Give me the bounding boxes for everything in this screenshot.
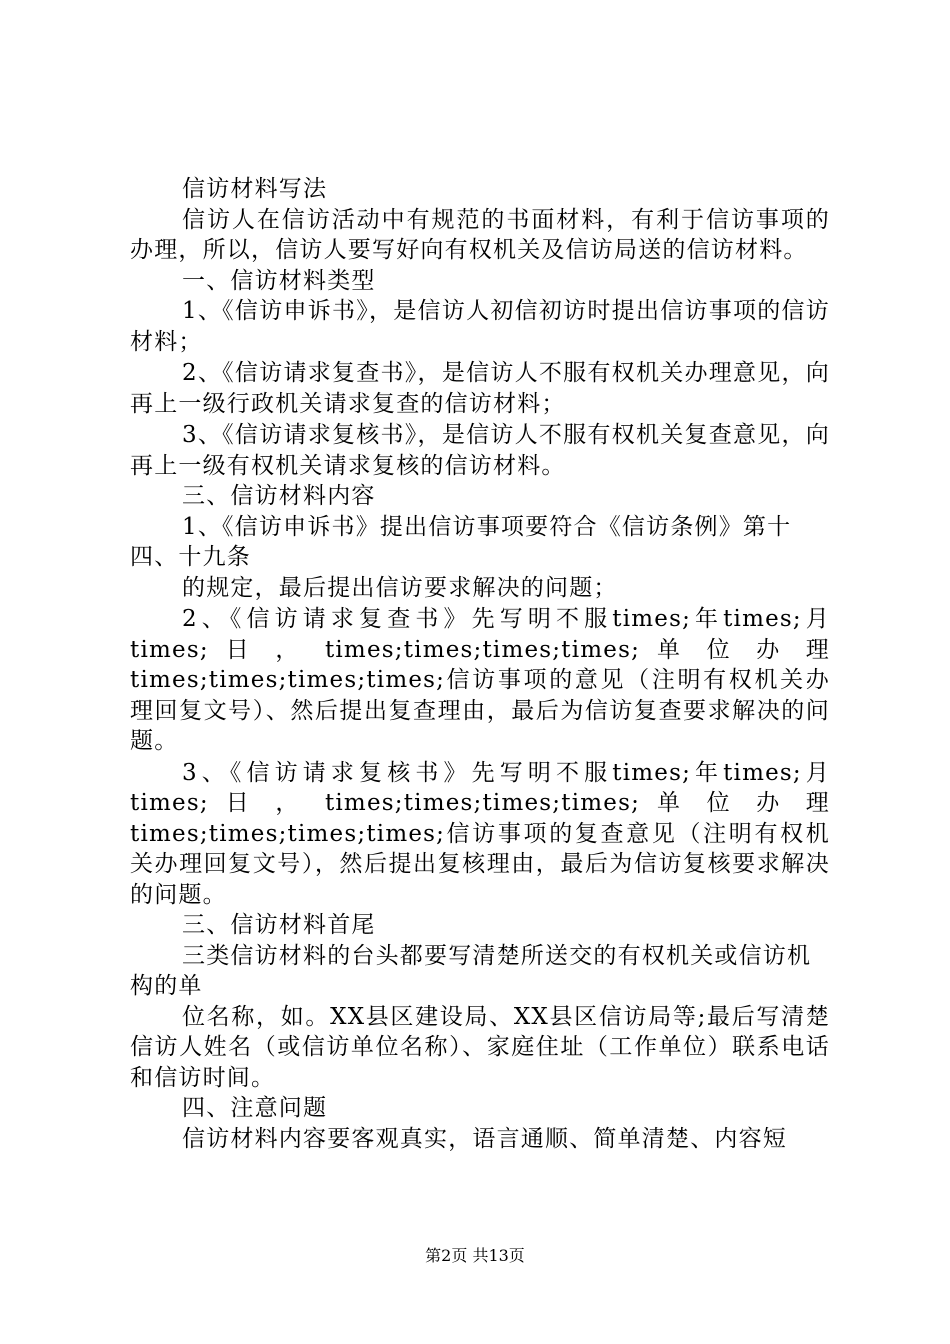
section-heading-types: 一、信访材料类型 [182, 267, 376, 294]
document-body [130, 174, 830, 1154]
section-heading-content: 三、信访材料内容 [182, 483, 376, 509]
paragraph-type-1: 1、《信访申诉书》，是信访人初信初访时提出信访事项的信访材料； [130, 298, 830, 355]
page-number-footer: 第2页 共13页 [425, 1246, 525, 1265]
section-heading-notes: 四、注意问题 [182, 1095, 328, 1121]
paragraph-intro: 信访人在信访活动中有规范的书面材料，有利于信访事项的办理，所以，信访人要写好向有权机关及信访局送的信访材料。 [130, 206, 830, 263]
paragraph-type-2: 2、《信访请求复查书》，是信访人不服有权机关办理意见，向再上一级行政机关请求复查的信访材料； [130, 360, 830, 417]
paragraph-head-tail-1: 三类信访材料的台头都要写清楚所送交的有权机关或信访机构的单 [130, 942, 812, 999]
paragraph-head-tail-2: 位名称，如。XX县区建设局、XX县区信访局等;最后写清楚信访人姓名（或信访单位名称）、家庭住址（工作单位）联系电话和信访时间。 [130, 1003, 830, 1091]
paragraph-content-1-cont: 的规定，最后提出信访要求解决的问题； [182, 574, 618, 601]
paragraph-content-1: 1、《信访申诉书》提出信访事项要符合《信访条例》第十四、十九条 [130, 513, 792, 570]
document-title: 信访材料写法 [182, 176, 328, 202]
paragraph-type-3: 3、《信访请求复核书》，是信访人不服有权机关复查意见，向再上一级有权机关请求复核的信访材料。 [130, 422, 830, 479]
section-heading-head-tail: 三、信访材料首尾 [182, 912, 376, 938]
paragraph-content-2: 2、《信访请求复查书》先写明不服times;年times;月times; 日 ， times;times;times;times; 单 位 办 理times;times;times;times;信访事项的意见（注明有权机关办理回复文号）、然后提出复查理由，最后为信访复查要求解决的问题。 [130, 606, 830, 754]
paragraph-notes: 信访材料内容要客观真实，语言通顺、简单清楚、内容短 [182, 1125, 787, 1152]
paragraph-content-3: 3、《信访请求复核书》先写明不服times;年times;月times; 日 ， times;times;times;times; 单 位 办 理times;times;times;times;信访事项的复查意见（注明有权机关办理回复文号），然后提出复核理由，最后为信访复核要求解决的问题。 [130, 759, 830, 908]
